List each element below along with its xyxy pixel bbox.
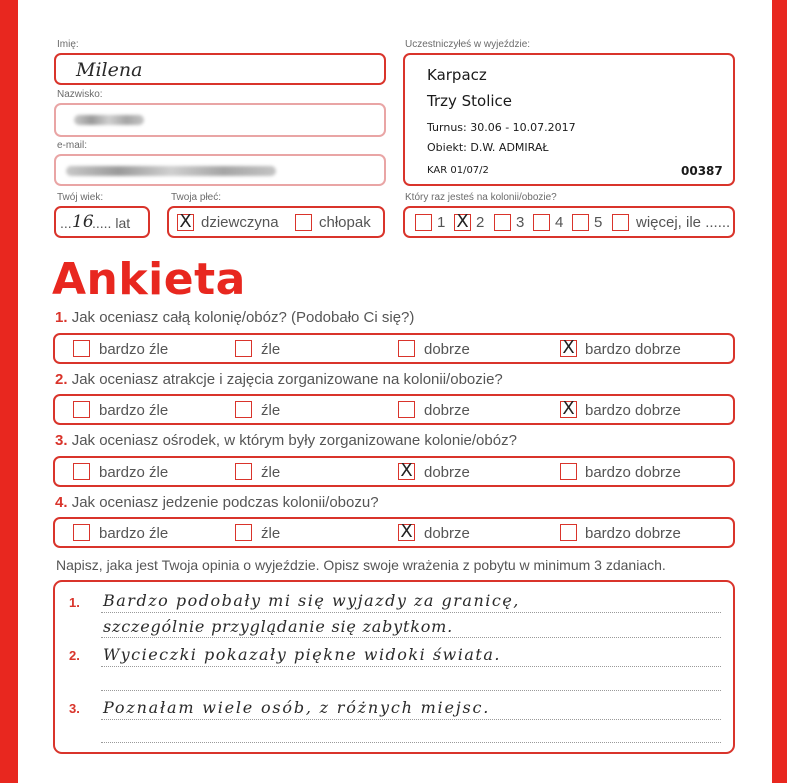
checkbox-times-1[interactable] <box>415 214 432 231</box>
check-mark: X <box>562 398 575 419</box>
question-1-text: Jak oceniasz całą kolonię/obóz? (Podobało Ci się?) <box>71 309 415 326</box>
q3-option-bad: źle <box>261 464 281 481</box>
option-times-1: 1 <box>437 214 446 231</box>
check-mark: X <box>562 337 575 358</box>
q1-checkbox-very-bad[interactable] <box>73 340 90 357</box>
redacted-email <box>66 166 276 176</box>
q2-option-bad: źle <box>261 402 281 419</box>
q2-checkbox-very-bad[interactable] <box>73 401 90 418</box>
gender-label: Twoja płeć: <box>171 192 222 203</box>
email-field[interactable] <box>54 154 386 186</box>
question-1 <box>55 309 414 326</box>
q3-checkbox-very-good[interactable] <box>560 463 577 480</box>
opinion-number-2: 2. <box>69 648 80 663</box>
option-times-5: 5 <box>594 214 603 231</box>
question-4-number: 4. <box>55 494 68 511</box>
option-times-more: więcej, ile ...... <box>636 214 731 231</box>
q3-option-good: dobrze <box>424 464 470 481</box>
q3-checkbox-good[interactable] <box>398 460 415 481</box>
q2-option-very-good: bardzo dobrze <box>585 402 681 419</box>
check-mark: X <box>400 460 413 481</box>
question-2 <box>55 371 503 388</box>
question-1-number: 1. <box>55 309 68 326</box>
q2-option-good: dobrze <box>424 402 470 419</box>
checkbox-times-3[interactable] <box>494 214 511 231</box>
times-field <box>403 206 735 238</box>
name-value: Milena <box>76 59 143 81</box>
opinion-line-1b: szczególnie przyglądanie się zabytkom. <box>103 617 454 636</box>
q2-checkbox-bad[interactable] <box>235 401 252 418</box>
question-4-text: Jak oceniasz jedzenie podczas kolonii/obozu? <box>71 494 379 511</box>
name-field[interactable] <box>54 53 386 85</box>
trip-number: 00387 <box>681 164 723 178</box>
q4-checkbox-very-bad[interactable] <box>73 524 90 541</box>
q3-option-very-good: bardzo dobrze <box>585 464 681 481</box>
ruled-line <box>101 719 721 720</box>
surname-label: Nazwisko: <box>57 89 103 100</box>
option-times-2: 2 <box>476 214 485 231</box>
q1-checkbox-good[interactable] <box>398 340 415 357</box>
q4-checkbox-very-good[interactable] <box>560 524 577 541</box>
q3-checkbox-bad[interactable] <box>235 463 252 480</box>
check-mark: X <box>456 211 469 232</box>
q4-option-good: dobrze <box>424 525 470 542</box>
opinion-line-1a: Bardzo podobały mi się wyjazdy za granicę, <box>103 591 520 610</box>
q4-checkbox-bad[interactable] <box>235 524 252 541</box>
question-1-options <box>53 333 735 364</box>
question-2-text: Jak oceniasz atrakcje i zajęcia zorganizowane na kolonii/obozie? <box>71 371 503 388</box>
surname-field[interactable] <box>54 103 386 137</box>
q3-option-very-bad: bardzo źle <box>99 464 169 481</box>
question-3-number: 3. <box>55 432 68 449</box>
q4-option-bad: źle <box>261 525 281 542</box>
check-mark: X <box>400 521 413 542</box>
q2-option-very-bad: bardzo źle <box>99 402 169 419</box>
age-unit: ..... lat <box>92 215 131 231</box>
q1-option-bad: źle <box>261 341 281 358</box>
ruled-line <box>101 742 721 743</box>
trip-place: Karpacz <box>427 66 487 84</box>
option-male: chłopak <box>319 214 371 231</box>
option-times-3: 3 <box>516 214 525 231</box>
opinion-number-1: 1. <box>69 595 80 610</box>
q3-checkbox-very-bad[interactable] <box>73 463 90 480</box>
checkbox-times-4[interactable] <box>533 214 550 231</box>
q1-checkbox-very-good[interactable] <box>560 337 577 358</box>
checkbox-times-more[interactable] <box>612 214 629 231</box>
q2-checkbox-good[interactable] <box>398 401 415 418</box>
gender-field <box>167 206 385 238</box>
question-4-options <box>53 517 735 548</box>
ruled-line <box>101 612 721 613</box>
question-2-options <box>53 394 735 425</box>
q1-option-very-good: bardzo dobrze <box>585 341 681 358</box>
question-4 <box>55 494 379 511</box>
option-female: dziewczyna <box>201 214 279 231</box>
opinion-box[interactable] <box>53 580 735 754</box>
age-label: Twój wiek: <box>57 192 104 203</box>
page-title: Ankieta <box>52 254 246 305</box>
q1-option-good: dobrze <box>424 341 470 358</box>
age-dots: ... <box>60 215 72 231</box>
name-label: Imię: <box>57 39 79 50</box>
q4-option-very-good: bardzo dobrze <box>585 525 681 542</box>
question-3 <box>55 432 517 449</box>
trip-card <box>403 53 735 186</box>
question-2-number: 2. <box>55 371 68 388</box>
question-3-text: Jak oceniasz ośrodek, w którym były zorganizowane kolonie/obóz? <box>71 432 517 449</box>
age-value: 16 <box>72 212 94 232</box>
age-field[interactable] <box>54 206 150 238</box>
q4-option-very-bad: bardzo źle <box>99 525 169 542</box>
question-3-options <box>53 456 735 487</box>
opinion-number-3: 3. <box>69 701 80 716</box>
ruled-line <box>101 666 721 667</box>
email-label: e-mail: <box>57 140 88 151</box>
checkbox-times-5[interactable] <box>572 214 589 231</box>
checkbox-male[interactable] <box>295 214 312 231</box>
opinion-line-3: Poznałam wiele osób, z różnych miejsc. <box>103 698 491 717</box>
option-times-4: 4 <box>555 214 564 231</box>
opinion-prompt: Napisz, jaka jest Twoja opinia o wyjeździe. Opisz swoje wrażenia z pobytu w minimum 3 zdaniach. <box>56 557 666 573</box>
ruled-line <box>101 690 721 691</box>
trip-code: KAR 01/07/2 <box>427 165 489 176</box>
q4-checkbox-good[interactable] <box>398 521 415 542</box>
trip-name: Trzy Stolice <box>427 92 513 110</box>
trip-obiekt: Obiekt: D.W. ADMIRAŁ <box>427 141 549 154</box>
ruled-line <box>101 637 721 638</box>
trip-turnus: Turnus: 30.06 - 10.07.2017 <box>427 121 576 134</box>
checkbox-times-2[interactable] <box>454 211 471 232</box>
q2-checkbox-very-good[interactable] <box>560 398 577 419</box>
redacted-surname <box>74 115 144 125</box>
trip-label: Uczestniczyłeś w wyjeździe: <box>405 39 531 50</box>
opinion-line-2: Wycieczki pokazały piękne widoki świata. <box>103 645 501 664</box>
checkbox-female[interactable] <box>177 211 194 232</box>
q1-option-very-bad: bardzo źle <box>99 341 169 358</box>
times-label: Który raz jesteś na kolonii/obozie? <box>405 192 557 203</box>
q1-checkbox-bad[interactable] <box>235 340 252 357</box>
check-mark: X <box>179 211 192 232</box>
